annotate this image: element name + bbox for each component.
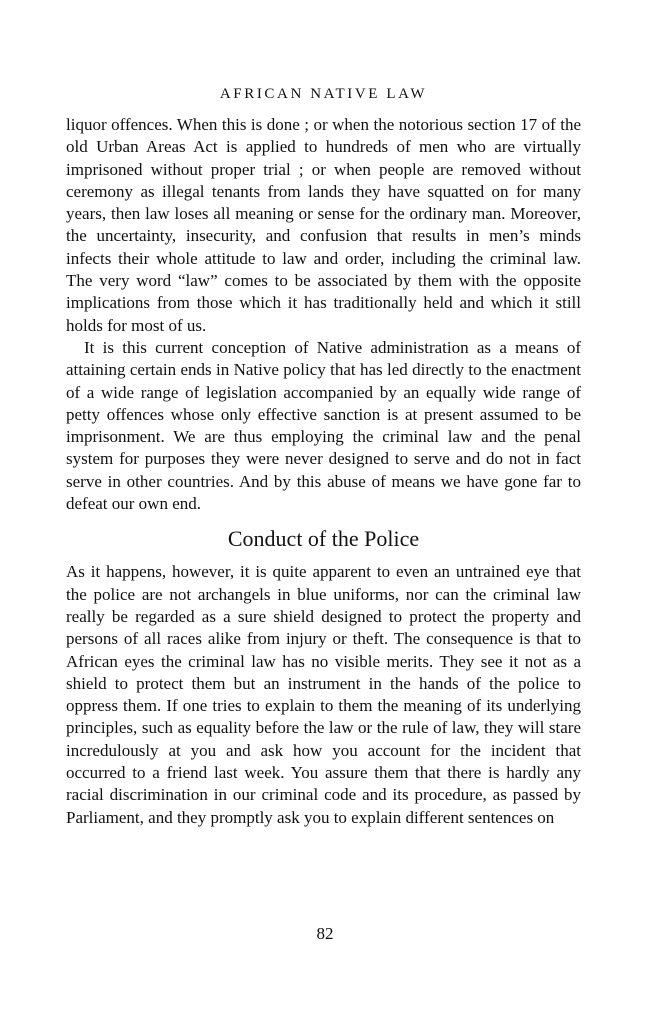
paragraph-continued: liquor offences. When this is done ; or when the notorious section 17 of the old Urban Areas Act is applied to hundreds of men who are virtually imprisoned without proper trial ; or when people are removed without ceremony as illegal tenants from lands they have squatted on for many years, then law loses all meaning or sense for the ordinary man. Moreover, the uncertainty, insecurity, and confusion that results in men’s minds infects their whole attitude to law and order, including the criminal law. The very word “law” comes to be associated by them with the opposite implications from those which it has traditionally held and which it still holds for most of us.	[66, 115, 581, 335]
paragraph-conduct-of-police: As it happens, however, it is quite apparent to even an untrained eye that the police are not archangels in blue uniforms, nor can the criminal law really be regarded as a sure shield designed to protect the property and persons of all races alike from injury or theft. The consequence is that to African eyes the criminal law has no visible merits. They see it not as a shield to protect them but an instrument in the hands of the police to oppress them. If one tries to explain to them the meaning of its underlying principles, such as equality before the law or the rule of law, they will stare incredulously at you and ask how you account for the incident that occurred to a friend last week. You assure them that there is hardly any racial discrimination in our criminal code and its procedure, as passed by Parliament, and they promptly ask you to explain different sentences on	[66, 562, 581, 827]
page-number: 82	[316, 924, 334, 943]
page-body	[66, 84, 581, 829]
running-head: AFRICAN NATIVE LAW	[219, 86, 428, 102]
section-heading: Conduct of the Police	[227, 526, 420, 552]
paragraph-native-administration: It is this current conception of Native administration as a means of attaining certain ends in Native policy that has led directly to the enactment of a wide range of legislation accompanied by an equally wide range of petty offences whose only effective sanction is at present assumed to be imprisonment. We are thus employing the criminal law and the penal system for purposes they were never designed to serve and do not in fact serve in other countries. And by this abuse of means we have gone far to defeat our own end.	[66, 337, 581, 514]
